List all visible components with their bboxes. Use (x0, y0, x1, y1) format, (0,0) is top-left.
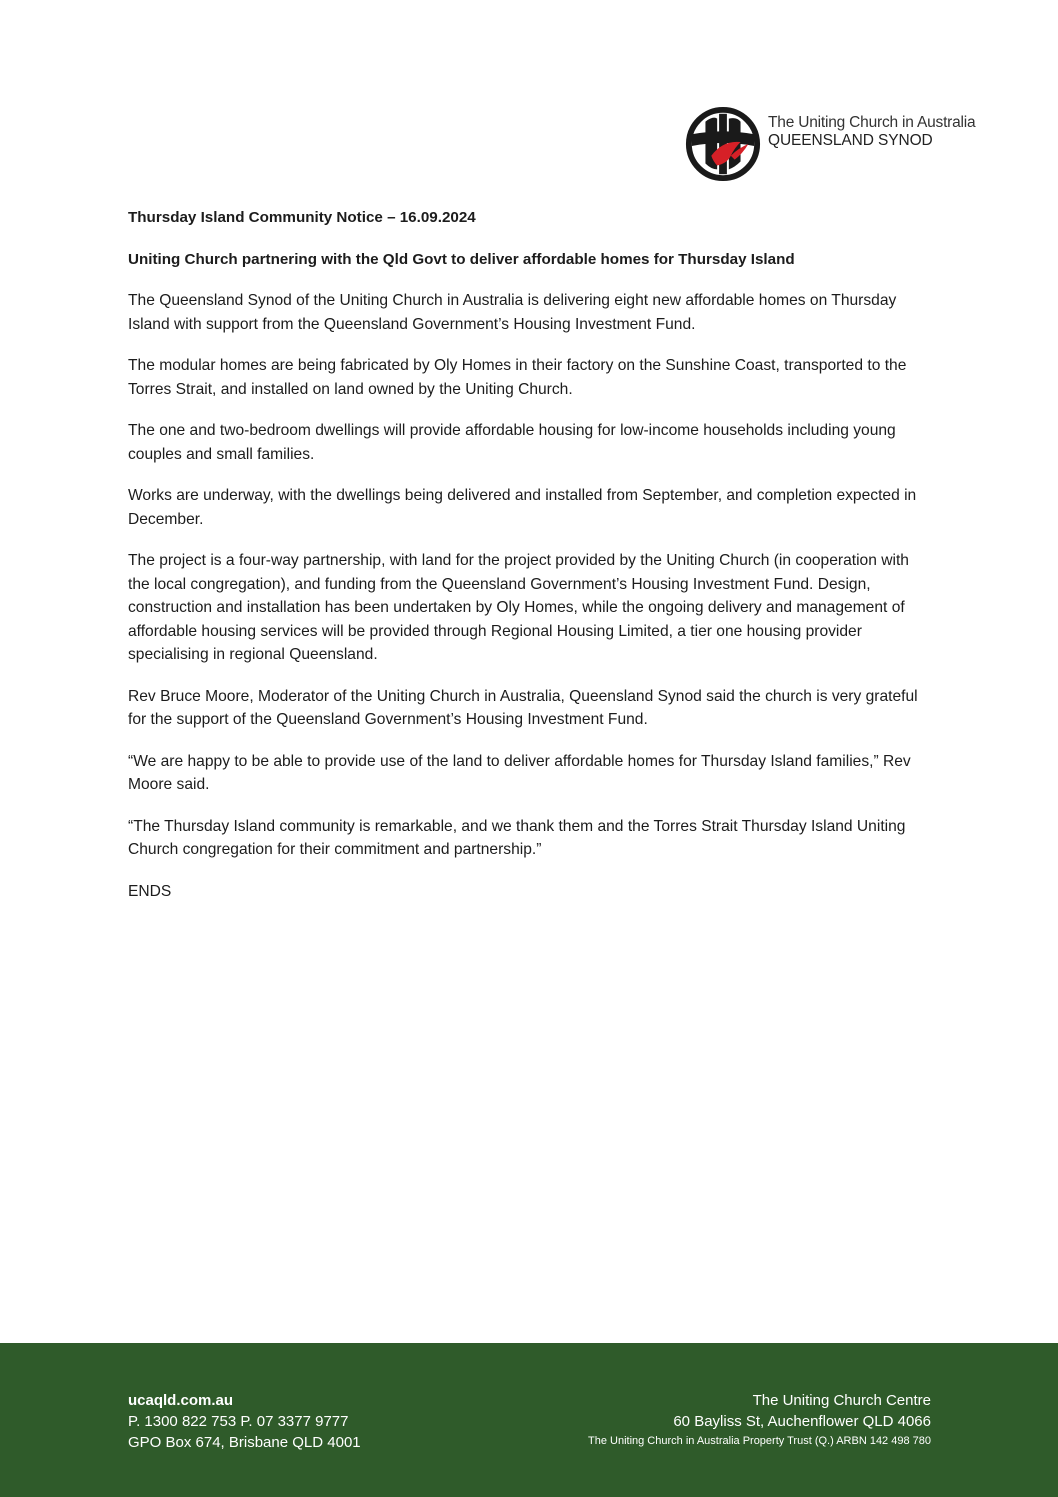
phone-numbers: P. 1300 822 753 P. 07 3377 9777 (128, 1413, 349, 1430)
logo-text (768, 113, 975, 150)
notice-headline: Uniting Church partnering with the Qld Govt to deliver affordable homes for Thursday Island (128, 250, 795, 268)
paragraph: The project is a four-way partnership, with land for the project provided by the Uniting Church (in cooperation with the local congregation), and funding from the Queensland Government’s Housing Investment Fund. Design, construction and installation has been undertaken by Oly Homes, while the ongoing delivery and management of affordable housing services will be provided through Regional Housing Limited, a tier one housing provider specialising in regional Queensland. (128, 552, 909, 663)
paragraph: The one and two-bedroom dwellings will provide affordable housing for low-income households including young couples and small families. (128, 422, 896, 463)
paragraph: The Queensland Synod of the Uniting Church in Australia is delivering eight new affordable homes on Thursday Island with support from the Queensland Government’s Housing Investment Fund. (128, 292, 897, 333)
notice-body (128, 206, 928, 921)
footer-contact (128, 1390, 361, 1453)
centre-address: 60 Bayliss St, Auchenflower QLD 4066 (673, 1413, 931, 1430)
synod-name: QUEENSLAND SYNOD (768, 132, 933, 149)
paragraph: Works are underway, with the dwellings being delivered and installed from September, and completion expected in December. (128, 487, 917, 528)
cross-dove-logo-icon (684, 105, 762, 183)
paragraph: “The Thursday Island community is remarkable, and we thank them and the Torres Strait Thursday Island Uniting Church congregation for their commitment and partnership.” (128, 817, 906, 858)
paragraph: The modular homes are being fabricated by Oly Homes in their factory on the Sunshine Coast, transported to the Torres Strait, and installed on land owned by the Uniting Church. (128, 357, 907, 398)
website-link[interactable]: ucaqld.com.au (128, 1392, 234, 1409)
paragraph: “We are happy to be able to provide use of the land to deliver affordable homes for Thursday Island families,” Rev Moore said. (128, 752, 911, 793)
property-trust: The Uniting Church in Australia Property Trust (Q.) ARBN 142 498 780 (588, 1435, 931, 1447)
footer-address (588, 1390, 931, 1451)
ends-marker: ENDS (128, 882, 172, 900)
org-name: The Uniting Church in Australia (768, 114, 976, 131)
postal-address: GPO Box 674, Brisbane QLD 4001 (128, 1434, 361, 1451)
church-logo (684, 105, 1014, 185)
centre-name: The Uniting Church Centre (752, 1392, 931, 1409)
notice-title: Thursday Island Community Notice – 16.09.2024 (128, 209, 476, 226)
footer (0, 1343, 1058, 1497)
paragraph: Rev Bruce Moore, Moderator of the Uniting Church in Australia, Queensland Synod said the church is very grateful for the support of the Queensland Government’s Housing Investment Fund. (128, 687, 918, 728)
